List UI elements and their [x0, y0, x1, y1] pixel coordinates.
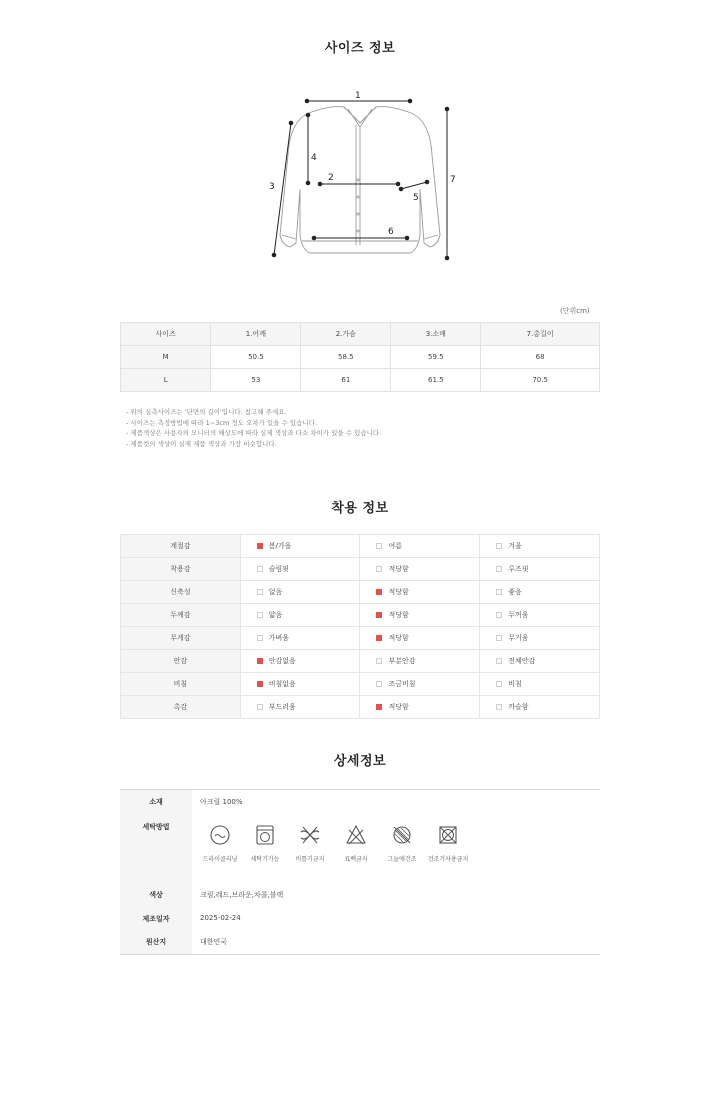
origin-value: 대한민국	[200, 938, 228, 946]
fit-option-label: 루즈핏	[508, 565, 529, 573]
no-bleach-icon	[345, 824, 367, 846]
fit-option	[240, 696, 360, 719]
diagram-label-2: 2	[328, 173, 334, 183]
wash-item-label: 드라이클리닝	[202, 856, 238, 863]
unchecked-box-icon	[496, 635, 502, 641]
size-table-header	[121, 323, 600, 346]
note-line: - 위의 실측사이즈는 '단면의 길이'입니다. 참고해 주세요.	[126, 408, 287, 416]
table-row	[121, 558, 600, 581]
unchecked-box-icon	[376, 658, 382, 664]
unchecked-box-icon	[496, 543, 502, 549]
fit-option	[360, 558, 480, 581]
checked-box-icon	[376, 635, 382, 641]
fit-option-label: 비침없음	[268, 680, 296, 688]
fit-option	[480, 696, 600, 719]
unchecked-box-icon	[257, 612, 263, 618]
unchecked-box-icon	[376, 681, 382, 687]
manufacture-date-value: 2025-02-24	[200, 914, 241, 922]
fit-option	[240, 581, 360, 604]
fit-option-label: 전체안감	[508, 657, 536, 665]
fit-option-label: 슬림핏	[268, 565, 289, 573]
material-value: 아크릴 100%	[200, 798, 243, 806]
value-cell: 70.5	[481, 369, 600, 392]
unchecked-box-icon	[257, 589, 263, 595]
dry-cleaning-icon	[209, 824, 231, 846]
diagram-label-3: 3	[269, 182, 275, 192]
table-row	[121, 673, 600, 696]
unchecked-box-icon	[376, 566, 382, 572]
table-row	[121, 581, 600, 604]
value-cell: 59.5	[391, 346, 481, 369]
wash-item	[288, 824, 332, 863]
table-row	[121, 650, 600, 673]
no-tumble-dry-icon	[437, 824, 459, 846]
fit-option	[480, 604, 600, 627]
fit-option-label: 적당함	[388, 565, 409, 573]
fit-option-label: 가벼움	[268, 634, 289, 642]
fit-option-label: 적당함	[388, 634, 409, 642]
wash-item	[334, 824, 378, 863]
checked-box-icon	[376, 589, 382, 595]
color-label: 색상	[149, 891, 163, 899]
checked-box-icon	[257, 543, 263, 549]
wash-item-label: 그늘에건조	[387, 856, 417, 863]
unchecked-box-icon	[496, 566, 502, 572]
fit-row-label: 착용감	[121, 558, 241, 581]
wash-item	[198, 824, 242, 863]
material-label: 소재	[149, 798, 163, 806]
size-cell: M	[121, 346, 211, 369]
unchecked-box-icon	[496, 704, 502, 710]
unit-label: (단위cm)	[560, 307, 590, 315]
fit-option	[240, 627, 360, 650]
fit-option	[360, 696, 480, 719]
detail-info-title: 상세정보	[333, 754, 387, 769]
note-line: - 제품색상은 사용자의 모니터의 해상도에 따라 실제 색상과 다소 차이가 있을 수 있습니다.	[126, 429, 382, 437]
checked-box-icon	[257, 681, 263, 687]
wash-label: 세탁방법	[142, 823, 170, 831]
value-cell: 61	[301, 369, 391, 392]
checked-box-icon	[257, 658, 263, 664]
fit-row-label: 계절감	[121, 535, 241, 558]
origin-label: 원산지	[145, 938, 167, 946]
detail-top-divider	[120, 789, 600, 790]
value-cell: 53	[211, 369, 301, 392]
fit-option-label: 조금비침	[388, 680, 416, 688]
detail-label-column	[120, 790, 192, 954]
fit-option	[240, 535, 360, 558]
fit-option	[240, 650, 360, 673]
no-wring-icon	[299, 824, 321, 846]
fit-row-label: 촉감	[121, 696, 241, 719]
unchecked-box-icon	[257, 704, 263, 710]
machine-wash-icon	[254, 824, 276, 846]
table-row	[121, 604, 600, 627]
diagram-label-4: 4	[311, 153, 317, 163]
fit-option	[360, 673, 480, 696]
fit-table	[120, 534, 600, 719]
diagram-label-1: 1	[355, 91, 361, 101]
fit-option	[480, 558, 600, 581]
fit-option-label: 얇음	[268, 611, 283, 619]
fit-option-label: 겨울	[508, 542, 522, 550]
header-size: 사이즈	[121, 323, 211, 346]
unchecked-box-icon	[496, 681, 502, 687]
diagram-label-7: 7	[450, 175, 456, 185]
detail-bottom-divider	[120, 954, 600, 955]
unchecked-box-icon	[496, 612, 502, 618]
wash-item-label: 표백금지	[344, 856, 368, 863]
header-total-length: 7.총길이	[481, 323, 600, 346]
fit-option-label: 좋음	[508, 588, 522, 596]
cardigan-size-diagram	[260, 85, 460, 275]
fit-option	[480, 627, 600, 650]
wash-item	[426, 824, 470, 863]
value-cell: 61.5	[391, 369, 481, 392]
fit-option	[480, 650, 600, 673]
checked-box-icon	[376, 704, 382, 710]
fit-option	[360, 627, 480, 650]
fit-option-label: 까슬함	[508, 703, 529, 711]
table-row	[121, 627, 600, 650]
wash-item-label: 비틀기금지	[295, 856, 325, 863]
fit-row-label: 신축성	[121, 581, 241, 604]
checked-box-icon	[376, 612, 382, 618]
fit-option	[480, 581, 600, 604]
wash-item-label: 건조기사용금지	[427, 856, 469, 863]
manufacture-date-label: 제조일자	[142, 915, 170, 923]
fit-row-label: 비침	[121, 673, 241, 696]
header-chest: 2.가슴	[301, 323, 391, 346]
fit-option-label: 적당함	[388, 588, 409, 596]
fit-row-label: 두께감	[121, 604, 241, 627]
fit-option-label: 봄/가을	[268, 542, 292, 550]
fit-option	[240, 558, 360, 581]
table-row	[121, 346, 600, 369]
fit-row-label: 안감	[121, 650, 241, 673]
table-row	[121, 696, 600, 719]
table-row	[121, 535, 600, 558]
table-row	[121, 369, 600, 392]
size-info-title: 사이즈 정보	[324, 41, 396, 56]
fit-option-label: 없음	[268, 588, 283, 596]
header-sleeve: 3.소매	[391, 323, 481, 346]
fit-option	[360, 650, 480, 673]
fit-option	[240, 673, 360, 696]
fit-row-label: 무게감	[121, 627, 241, 650]
value-cell: 58.5	[301, 346, 391, 369]
size-notes	[126, 407, 381, 449]
fit-option-label: 비침	[508, 680, 522, 688]
fit-info-title: 착용 정보	[331, 501, 389, 516]
fit-option	[480, 535, 600, 558]
note-line: - 제품컷의 색상이 실제 제품 색상과 가장 비슷합니다.	[126, 439, 277, 448]
fit-option-label: 적당함	[388, 703, 409, 711]
fit-option-label: 부분안감	[388, 657, 416, 665]
diagram-label-5: 5	[413, 193, 419, 203]
fit-option-label: 여름	[388, 542, 402, 550]
fit-option	[240, 604, 360, 627]
fit-option	[360, 535, 480, 558]
note-line: - 사이즈는 측정방법에 따라 1~3cm 정도 오차가 있을 수 있습니다.	[126, 418, 318, 427]
fit-option-label: 적당함	[388, 611, 409, 619]
wash-item-label: 세탁기가능	[250, 856, 280, 863]
fit-option-label: 두꺼움	[508, 611, 529, 619]
size-table	[120, 322, 600, 392]
unchecked-box-icon	[496, 658, 502, 664]
color-value: 크림,레드,브라운,차콜,블랙	[200, 891, 284, 899]
fit-option-label: 부드러움	[268, 703, 296, 711]
fit-option	[360, 604, 480, 627]
cardigan-diagram-svg	[260, 85, 460, 275]
unchecked-box-icon	[257, 635, 263, 641]
unchecked-box-icon	[257, 566, 263, 572]
wash-item	[380, 824, 424, 863]
dry-in-shade-icon	[391, 824, 413, 846]
unchecked-box-icon	[376, 543, 382, 549]
diagram-label-6: 6	[388, 227, 394, 237]
header-shoulder: 1.어깨	[211, 323, 301, 346]
size-cell: L	[121, 369, 211, 392]
value-cell: 50.5	[211, 346, 301, 369]
fit-option-label: 무거움	[508, 634, 529, 642]
fit-option	[360, 581, 480, 604]
fit-option-label: 안감없음	[268, 657, 296, 665]
fit-option	[480, 673, 600, 696]
unchecked-box-icon	[496, 589, 502, 595]
value-cell: 68	[481, 346, 600, 369]
wash-item	[243, 824, 287, 863]
